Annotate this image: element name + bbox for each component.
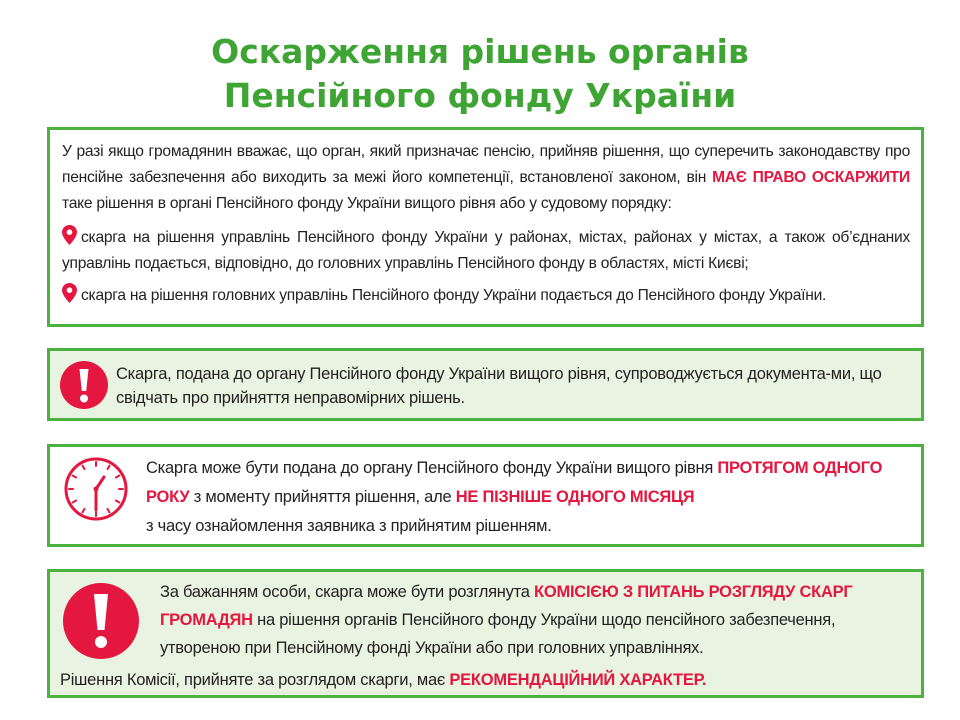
deadline-text-part-2: з моменту прийняття рішення, але — [193, 488, 452, 506]
location-pin-icon — [62, 225, 77, 245]
page-title-line-2: Пенсійного фонду України — [223, 76, 737, 115]
list-item-text: скарга на рішення управлінь Пенсійного фонду України у районах, містах, районах у містах, а також об’єднаних управлінь подається, відповідно, до головних управлінь Пенсійного фонду в областях, місті Києві; — [62, 229, 910, 272]
recommendatory-highlight: РЕКОМЕНДАЦІЙНИЙ ХАРАКТЕР. — [449, 671, 707, 689]
list-item — [62, 225, 910, 277]
right-to-appeal-highlight: МАЄ ПРАВО ОСКАРЖИТИ — [712, 169, 910, 186]
list-item-text: скарга на рішення головних управлінь Пенсійного фонду України подається до Пенсійного фонду України. — [81, 287, 827, 304]
rights-intro-end: таке рішення в органі Пенсійного фонду України вищого рівня або у судовому порядку: — [62, 195, 672, 212]
exclamation-icon — [59, 360, 109, 410]
page-title — [0, 30, 960, 118]
documents-text: Скарга, подана до органу Пенсійного фонду України вищого рівня, супроводжується документа-ми, що свідчать про прийняття неправомірних рішень. — [116, 365, 882, 407]
rights-text — [62, 139, 910, 309]
clock-icon — [63, 456, 129, 522]
exclamation-icon — [61, 581, 141, 661]
commission-text-part-2: на рішення органів Пенсійного фонду України щодо пенсійного забезпечення, утвореною при Пенсійному фонді України або при головних управліннях. — [160, 611, 836, 657]
commission-text — [160, 578, 910, 662]
list-item — [62, 283, 910, 309]
page-title-line-1: Оскарження рішень органів — [211, 32, 749, 71]
commission-highlight: КОМІСІЄЮ З ПИТАНЬ РОЗГЛЯДУ СКАРГ ГРОМАДЯН — [160, 583, 853, 629]
deadline-text-part-1: Скарга може бути подана до органу Пенсійного фонду України вищого рівня — [146, 459, 714, 477]
rights-intro-text: У разі якщо громадянин вважає, що орган, який призначає пенсію, прийняв рішення, що суперечить законодавству про пенсійне забезпечення або виходить за межі його компетенції, встановленої законом, він — [62, 143, 910, 186]
commission-box — [47, 569, 924, 698]
deadline-text — [146, 454, 906, 541]
commission-decision-text — [60, 666, 910, 694]
location-pin-icon — [62, 283, 77, 303]
within-one-year-highlight: ПРОТЯГОМ ОДНОГО РОКУ — [146, 459, 883, 506]
documents-box — [47, 348, 924, 421]
rights-box — [47, 127, 924, 327]
rights-intro — [62, 139, 910, 217]
one-month-highlight: НЕ ПІЗНІШЕ ОДНОГО МІСЯЦЯ — [455, 488, 695, 506]
deadline-box — [47, 444, 924, 547]
commission-decision-part-1: Рішення Комісії, прийняте за розглядом скарги, має — [60, 671, 446, 689]
deadline-text-part-3: з часу ознайомлення заявника з прийнятим рішенням. — [146, 517, 552, 535]
commission-text-part-1: За бажанням особи, скарга може бути розглянута — [160, 583, 530, 601]
